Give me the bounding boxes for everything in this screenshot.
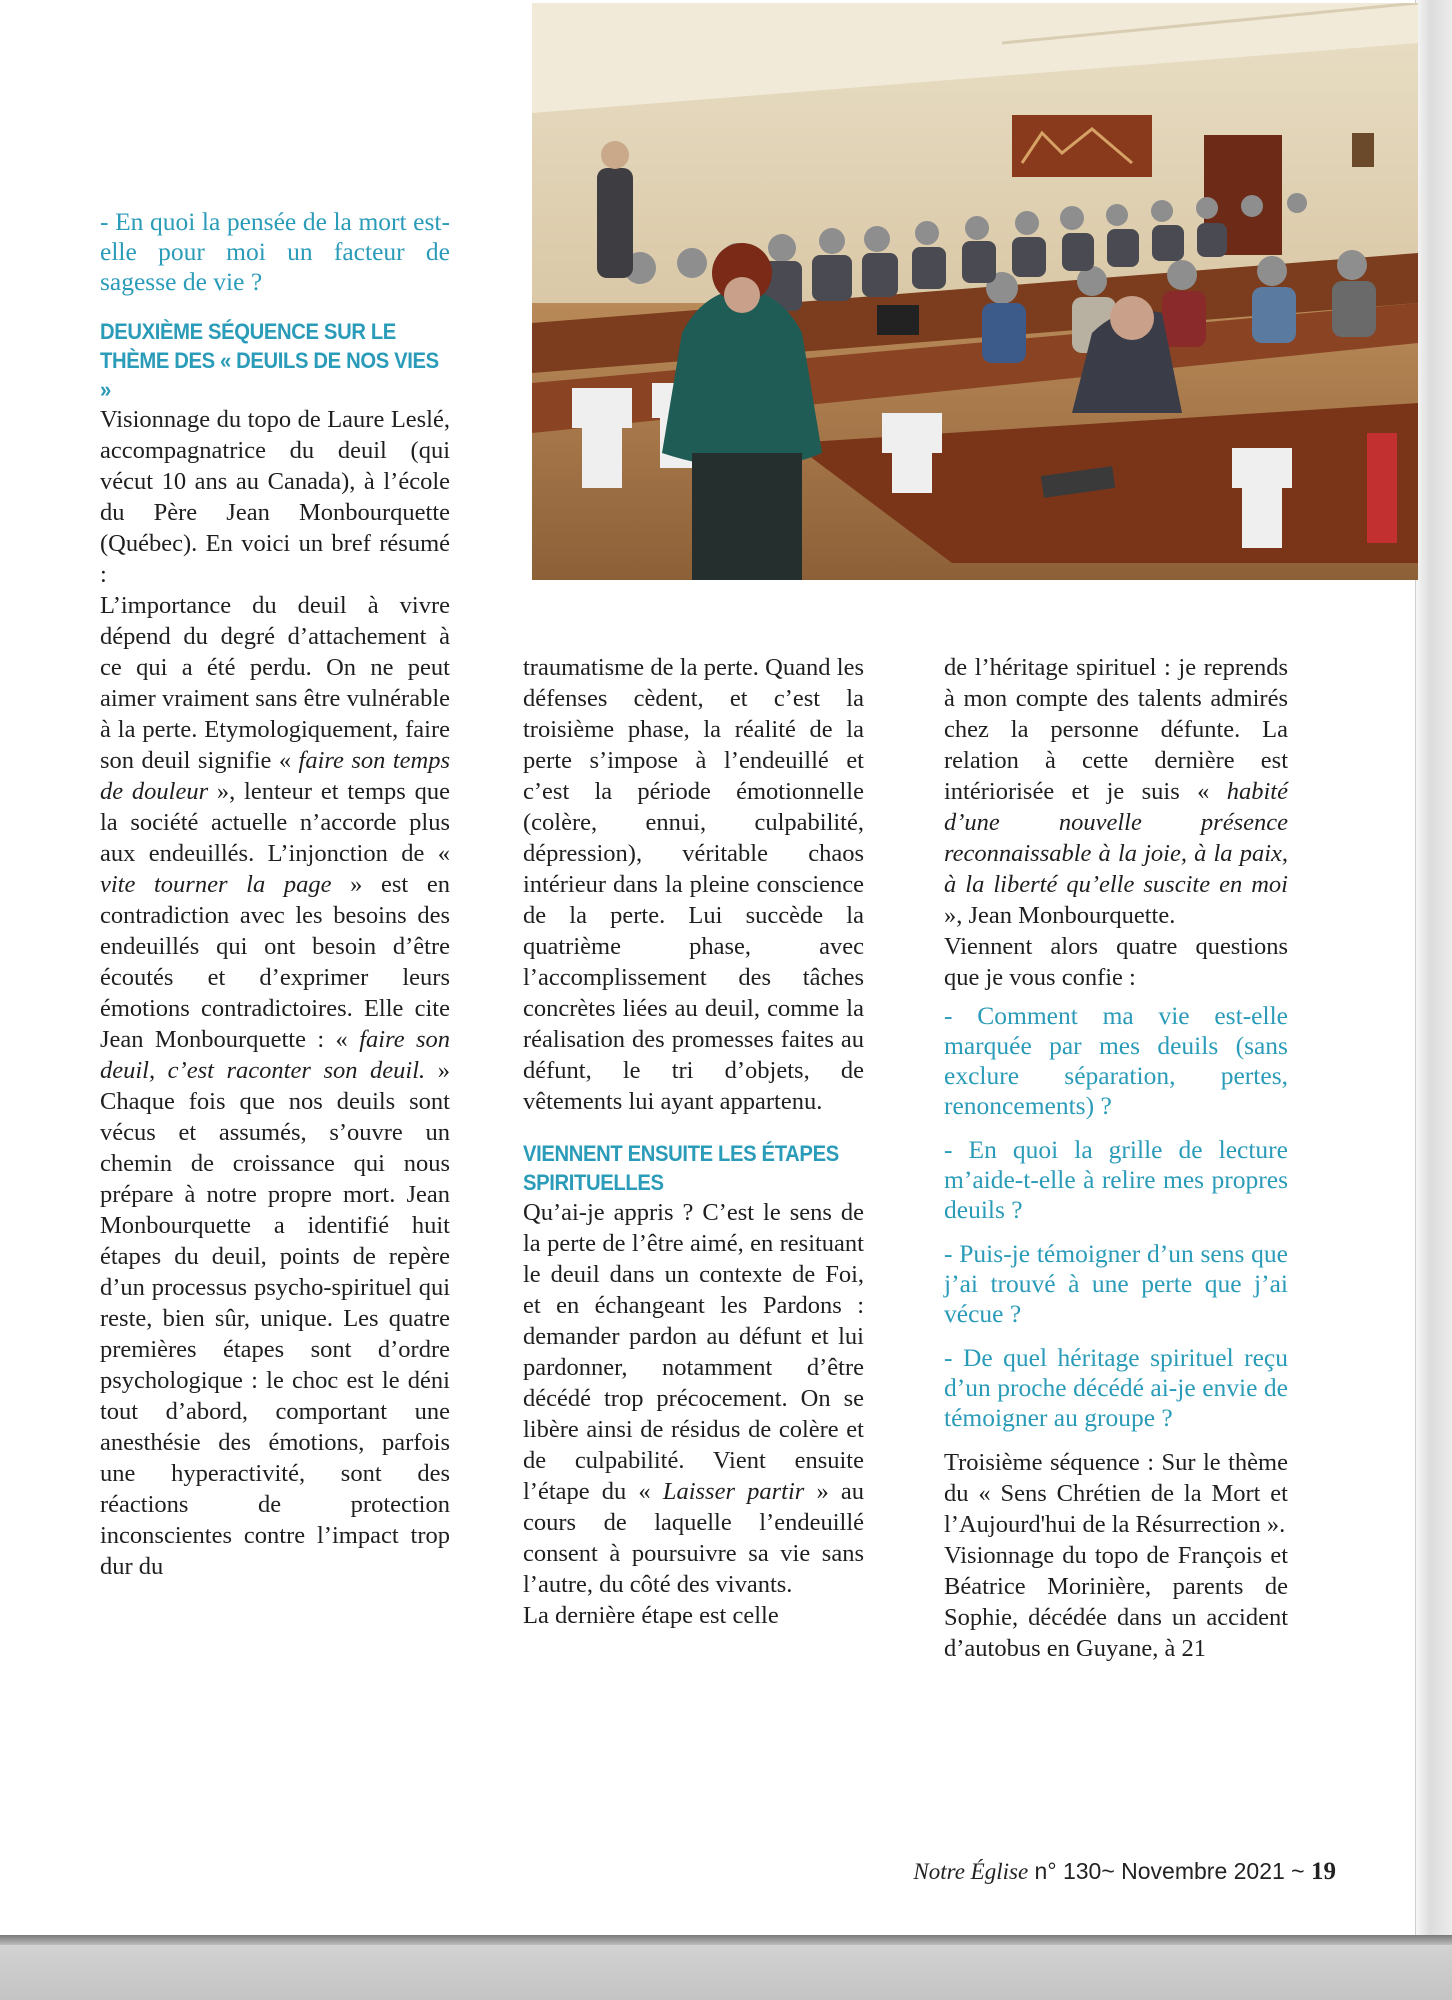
paragraph-heritage (944, 652, 1288, 931)
text-run: » est en contradiction avec les besoins des endeuillés qui ont besoin d’être écoutés et d’exprimer leurs émotions contradictoires. Elle cite Jean Monbourquette : « (100, 871, 451, 1053)
conference-photo-drawing (532, 3, 1418, 580)
magazine-name: Notre Église (913, 1859, 1029, 1884)
paragraph-visionnage: Visionnage du topo de Laure Leslé, accompagnatrice du deuil (qui vécut 10 ans au Canada), à l’école du Père Jean Monbourquette (Québec). En voici un bref résumé : (100, 406, 450, 588)
text-run: » Chaque fois que nos deuils sont vécus et assumés, s’ouvre un chemin de croissance qui nous prépare à notre propre mort. Jean Monbourquette a identifié huit étapes du deuil, points de repère d’un processus psycho-spirituel qui reste, bien sûr, unique. Les quatre premières étapes sont d’ordre psychologique : le choc est le déni tout d’abord, comportant une anesthésie des émotions, parfois une hyperactivité, sont des réactions de protection inconscientes contre l’impact trop dur du (100, 1057, 450, 1580)
italic-quote: faire son temps de douleur (100, 747, 450, 805)
italic-quote: habité d’une nouvelle présence reconnaissable à la joie, à la paix, à la liberté qu’elle suscite en moi (944, 778, 1288, 898)
question-2: - En quoi la grille de lecture m’aide-t-elle à relire mes propres deuils ? (944, 1135, 1288, 1224)
paragraph-quai-je-appris (523, 1197, 864, 1600)
question-1: - Comment ma vie est-elle marquée par mes deuils (sans exclure séparation, pertes, renoncements) ? (944, 1001, 1288, 1120)
paragraph-importance-deuil (100, 590, 450, 1582)
question-intro: - En quoi la pensée de la mort est-elle pour moi un facteur de sagesse de vie ? (100, 207, 450, 296)
italic-quote: Laisser partir (662, 1478, 805, 1505)
italic-quote: vite tourner la page (100, 871, 332, 898)
text-run: », Jean Monbourquette. (944, 902, 1176, 929)
paragraph-quatre-questions: Viennent alors quatre questions que je vous confie : (944, 933, 1288, 991)
text-run: L’importance du deuil à vivre dépend du degré d’attachement à ce qui a été perdu. On ne peut aimer vraiment sans être vulnérable à la perte. Etymologiquement, faire son deuil signifie « (100, 592, 450, 774)
text-run: de l’héritage spirituel : je reprends à mon compte des talents admirés chez la personne défunte. La relation à cette dernière est intériorisée et je suis « (944, 654, 1288, 805)
text-run: » au cours de laquelle l’endeuillé consent à poursuivre sa vie sans l’autre, du côté des vivants. (523, 1478, 865, 1598)
section-heading-deuils: DEUXIÈME SÉQUENCE SUR LE THÈME DES « DEUILS DE NOS VIES » (100, 319, 439, 402)
conference-photo (532, 3, 1418, 580)
text-run: Qu’ai-je appris ? C’est le sens de la perte de l’être aimé, en resituant le deuil dans un contexte de Foi, et en échangeant les Pardons : demander pardon au défunt et lui pardonner, notamment d’être décédé trop précocement. On se libère ainsi de résidus de colère et de culpabilité. Vient ensuite l’étape du « (523, 1199, 864, 1505)
page-edge (1415, 0, 1452, 1935)
column-2 (523, 652, 864, 1631)
paragraph-troisieme-sequence: Troisième séquence : Sur le thème du « Sens Chrétien de la Mort et l’Aujourd'hui de la Résurrection ». (944, 1449, 1288, 1538)
column-3 (944, 652, 1288, 1664)
section-heading-etapes: VIENNENT ENSUITE LES ÉTAPES SPIRITUELLES (523, 1141, 839, 1195)
italic-quote: faire son deuil, c’est raconter son deuil. (100, 1026, 450, 1084)
paragraph-traumatisme: traumatisme de la perte. Quand les défenses cèdent, et c’est la troisième phase, la réalité de la perte s’impose à l’endeuillé et c’est la période émotionnelle (colère, ennui, culpabilité, dépression), véritable chaos intérieur dans la pleine conscience de la perte. Lui succède la quatrième phase, avec l’accomplissement des tâches concrètes liées au deuil, comme la réalisation des promesses faites au défunt, le tri d’objets, de vêtements lui ayant appartenu. (523, 654, 864, 1115)
paragraph-visionnage-moriniere: Visionnage du topo de François et Béatrice Morinière, parents de Sophie, décédée dans un accident d’autobus en Guyane, à 21 (944, 1542, 1288, 1662)
question-4: - De quel héritage spirituel reçu d’un proche décédé ai-je envie de témoigner au groupe ? (944, 1343, 1288, 1432)
page-footer (913, 1858, 1336, 1886)
scan-bottom-shadow (0, 1935, 1452, 2000)
issue-info: n° 130~ Novembre 2021 ~ (1028, 1858, 1311, 1884)
paragraph-derniere-etape: La dernière étape est celle (523, 1602, 779, 1629)
question-3: - Puis-je témoigner d’un sens que j’ai trouvé à une perte que j’ai vécue ? (944, 1239, 1288, 1328)
page-number: 19 (1311, 1858, 1336, 1885)
text-run: », lenteur et temps que la société actuelle n’accorde plus aux endeuillés. L’injonction de « (100, 778, 450, 867)
column-1 (100, 207, 450, 1582)
